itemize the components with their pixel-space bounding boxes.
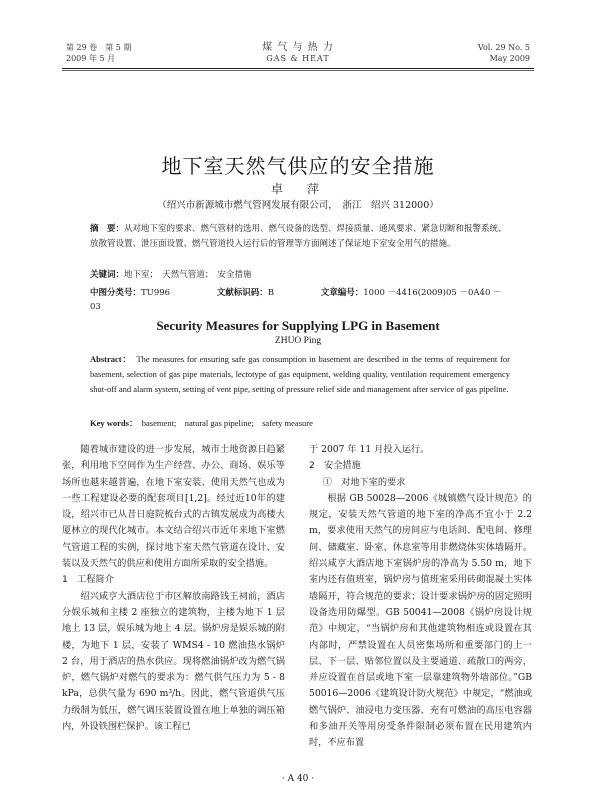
header-rule-thin — [62, 70, 534, 71]
keywords-label-en: Key words： — [90, 418, 134, 428]
header-rule — [62, 68, 534, 69]
intro-paragraph: 随着城市建设的进一步发展，城市土地资源日趋紧张，利用地下空间作为生产经营、办公、商场、娱乐等场所也越来越普遍，在地下室安装、使用天然气也成为一些工程建设必要的配套项目[1,2]。经过近10年的建设，绍兴市已从昔日庭院梳台式的古镇发展成为高楼大厦林立的现代化城市。本文结合绍兴市近年来地下室燃气管道工程的实例，探讨地下室天然气管道在设计、安装以及天然气的供应和使用方面所采取的安全措施。 — [62, 444, 285, 570]
doc-code-label: 文献标识码： — [216, 288, 268, 298]
article-title-en: Security Measures for Supplying LPG in Basement — [156, 318, 440, 333]
affiliation-cn: （绍兴市新源城市燃气管网发展有限公司， 浙江 绍兴 312000） — [157, 200, 439, 211]
volume-issue-en: Vol. 29 No. 5 — [477, 43, 530, 52]
keywords-en — [90, 416, 510, 430]
clc-group — [90, 288, 192, 298]
keywords-cn — [90, 268, 510, 282]
section-2-1-paragraph: 根据 GB 50028—2006《城镇燃气设计规范》的规定，安装天然气管道的地下室的净高不宜小于 2.2 m，要求使用天然气的房间应与电话间、配电间、修理间、储藏室、卧室、休息室等用非燃烧体实体墙隔开。绍兴咸亨大酒店地下室锅炉房的净高为 5.50 m，地下室内还有值班室，锅炉房与值班室采用砖砌混凝土实体墙隔开，符合规范的要求；设计要求锅炉房的固定照明设备选用防爆型。GB 50041—2008《锅炉房设计规范》中规定，“当锅炉房和其他建筑物相连或设置在其内部时，严禁设置在人员密集场所和重要部门的上一层、下一层、贴邻位置以及主要通道、疏散口的两旁，并应设置在首层或地下室一层靠建筑物外墙部位。”GB 50016—2006《建筑设计防火规范》中规定，“燃油或燃气锅炉、油浸电力变压器、充有可燃油的高压电容器和多油开关等用房受条件限制必须布置在民用建筑内时，不应布置 — [309, 492, 532, 749]
section-heading-1: 1 工程简介 — [62, 574, 114, 586]
article-no-value: 1000 －4416(2009)05 －0A40 －03 — [90, 288, 502, 312]
body-column-left — [62, 442, 285, 735]
keywords-text-en: basement; natural gas pipeline; safety measure — [141, 418, 313, 428]
article-no-label: 文章编号： — [320, 288, 364, 298]
date-cn: 2009 年 5 月 — [66, 54, 116, 63]
date-en: May 2009 — [489, 54, 530, 63]
keywords-label-cn: 关键词： — [90, 270, 125, 280]
running-header-right — [478, 42, 530, 64]
author-cn: 卓 萍 — [270, 182, 325, 196]
keywords-text-cn: 地下室； 天然气管道； 安全措施 — [124, 270, 252, 280]
doc-code-value: B — [267, 288, 275, 298]
journal-name-cn: 煤 气 与 热 力 — [262, 42, 334, 53]
section-1-paragraph: 绍兴咸亨大酒店位于市区解放南路钱王祠前，酒店分娱乐城和主楼 2 座独立的建筑物，主楼为地下 1 层地上 13 层，娱乐城为地上 4 层。锅炉房是娱乐城的附楼，为地下 1 层，安装了 WMS4 - 10 燃油热水锅炉 2 台，用于酒店的热水供应。现将燃油锅炉改为燃气锅炉，燃气锅炉对燃气的要求为：燃气供气压力为 5 - 8 kPa，总供气量为 690 m³/h。因此，燃气管道供气压力级制为低压，燃气调压装置设置在地上单独的调压箱内，外设铁围栏保护。该工程已 — [62, 590, 285, 733]
abstract-text-en: The measures for ensuring safe gas consumption in basement are described in the terms of requirement for basement, selection of gas pipe materials, lectotype of gas equipment, welding quality, ventilation requirement emergency shut-off and alarm system, setting of vent pipe, setting of pressure relief side and management after service of gas pipeline. — [90, 354, 510, 394]
abstract-en — [90, 352, 510, 397]
continued-paragraph: 于 2007 年 11 月投入运行。 — [309, 444, 430, 455]
subsection-heading-2-1: ① 对地下室的要求 — [322, 476, 406, 488]
abstract-text-cn: 从对地下室的要求、燃气管材的选用、燃气设备的选型、焊接质量、通风要求、紧急切断和报警系统、放散管设置、泄压面设置、燃气管道投入运行后的管理等方面阐述了保证地下室安全用气的措施。 — [90, 224, 507, 249]
doc-code-group — [217, 288, 296, 298]
abstract-label-en: Abstract： — [90, 354, 128, 364]
abstract-label-cn: 摘 要： — [90, 224, 125, 234]
volume-issue-cn: 第 29 卷 第 5 期 — [66, 43, 132, 52]
body-column-right — [309, 442, 532, 752]
journal-name-en: GAS & HEAT — [266, 54, 330, 63]
page-number: · A 40 · — [281, 774, 315, 784]
article-title-cn: 地下室天然气供应的安全措施 — [161, 154, 435, 178]
author-en: ZHUO Ping — [274, 336, 322, 346]
abstract-cn — [90, 222, 510, 252]
section-heading-2: 2 安全措施 — [309, 460, 361, 472]
clc-label: 中图分类号： — [90, 288, 142, 298]
classification-line — [90, 286, 510, 314]
clc-value: TU996 — [141, 288, 171, 298]
